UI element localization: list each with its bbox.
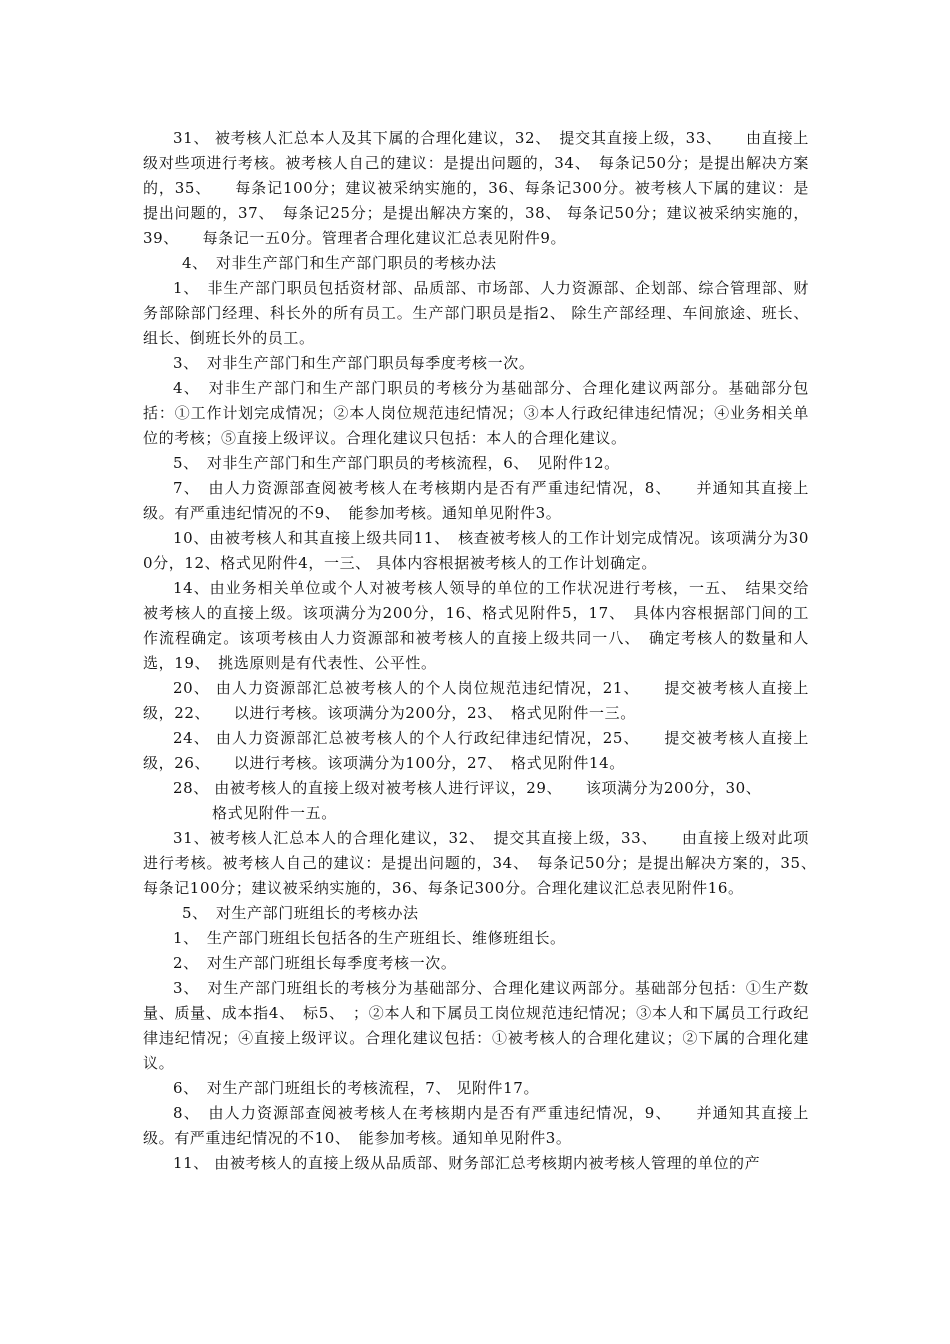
paragraph-production-summary: 11、 由被考核人的直接上级从品质部、财务部汇总考核期内被考核人管理的单位的产	[173, 1154, 761, 1172]
paragraph-31-suggestions-summary: 31、 被考核人汇总本人及其下属的合理化建议，32、 提交其直接上级，33、 由直接上级对些项进行考核。被考核人自己的建议：是提出问题的，34、 每条记50分；是提出解决方案的，35、 每条记100分；建议被采纳实施的，36、每条记300分。被考核人下属的建议：是提出问题的，37、 每条记25分；是提出解决方案的，38、 每条记50分；建议被采纳实施的，39、 每条记一五0分。管理者合理化建议汇总表见附件9。	[143, 129, 809, 247]
paragraph-superior-review-tail: 格式见附件一五。	[212, 804, 337, 822]
paragraph-related-units: 14、由业务相关单位或个人对被考核人领导的单位的工作状况进行考核，一五、 结果交给被考核人的直接上级。该项满分为200分，16、格式见附件5，17、 具体内容根据部门间的工作流程确定。该项考核由人力资源部和被考核人的直接上级共同一八、 确定考核人的数量和人选，19、 挑选原则是有代表性、公平性。	[143, 579, 809, 672]
paragraph-team-leader-quarterly: 2、 对生产部门班组长每季度考核一次。	[173, 954, 457, 972]
paragraph-own-suggestions: 31、被考核人汇总本人的合理化建议，32、 提交其直接上级，33、 由直接上级对此项进行考核。被考核人自己的建议：是提出问题的，34、 每条记50分；是提出解决方案的，35、 每条记100分；建议被采纳实施的，36、每条记300分。合理化建议汇总表见附件16。	[143, 829, 841, 897]
paragraph-superior-review	[143, 776, 809, 826]
paragraph-team-leader-process: 6、 对生产部门班组长的考核流程，7、 见附件17。	[173, 1079, 540, 1097]
paragraph-violation-check: 7、 由人力资源部查阅被考核人在考核期内是否有严重违纪情况，8、 并通知其直接上级。有严重违纪情况的不9、 能参加考核。通知单见附件3。	[143, 479, 809, 522]
section-heading-5: 5、 对生产部门班组长的考核办法	[182, 904, 419, 922]
paragraph-superior-review-text: 28、 由被考核人的直接上级对被考核人进行评议，29、 该项满分为200分，30、	[173, 779, 762, 797]
paragraph-admin-violations: 24、 由人力资源部汇总被考核人的个人行政纪律违纪情况，25、 提交被考核人直接上级，26、 以进行考核。该项满分为100分，27、 格式见附件14。	[143, 729, 809, 772]
paragraph-staff-scope: 1、 非生产部门职员包括资材部、品质部、市场部、人力资源部、企划部、综合管理部、财务部除部门经理、科长外的所有员工。生产部门职员是指2、 除生产部经理、车间旅途、班长、组长、倒班长外的员工。	[143, 279, 809, 347]
section-heading-4: 4、 对非生产部门和生产部门职员的考核办法	[182, 254, 497, 272]
document-page	[143, 126, 841, 1176]
paragraph-team-leader-scope: 1、 生产部门班组长包括各的生产班组长、维修班组长。	[173, 929, 566, 947]
paragraph-team-leader-violation-check: 8、 由人力资源部查阅被考核人在考核期内是否有严重违纪情况，9、 并通知其直接上级。有严重违纪情况的不10、 能参加考核。通知单见附件3。	[143, 1104, 809, 1147]
paragraph-assessment-process: 5、 对非生产部门和生产部门职员的考核流程，6、 见附件12。	[173, 454, 620, 472]
paragraph-quarterly-assessment: 3、 对非生产部门和生产部门职员每季度考核一次。	[173, 354, 535, 372]
paragraph-team-leader-parts: 3、 对生产部门班组长的考核分为基础部分、合理化建议两部分。基础部分包括：①生产数量、质量、成本指4、 标5、 ；②本人和下属员工岗位规范违纪情况；③本人和下属员工行政纪律违纪情况；④直接上级评议。合理化建议包括：①被考核人的合理化建议；②下属的合理化建议。	[143, 979, 809, 1072]
paragraph-post-violations: 20、 由人力资源部汇总被考核人的个人岗位规范违纪情况，21、 提交被考核人直接上级，22、 以进行考核。该项满分为200分，23、 格式见附件一三。	[143, 679, 809, 722]
paragraph-work-plan: 10、由被考核人和其直接上级共同11、 核查被考核人的工作计划完成情况。该项满分为300分，12、格式见附件4，一三、 具体内容根据被考核人的工作计划确定。	[143, 529, 809, 572]
paragraph-assessment-parts: 4、 对非生产部门和生产部门职员的考核分为基础部分、合理化建议两部分。基础部分包括：①工作计划完成情况；②本人岗位规范违纪情况；③本人行政纪律违纪情况；④业务相关单位的考核；⑤直接上级评议。合理化建议只包括：本人的合理化建议。	[143, 379, 809, 447]
